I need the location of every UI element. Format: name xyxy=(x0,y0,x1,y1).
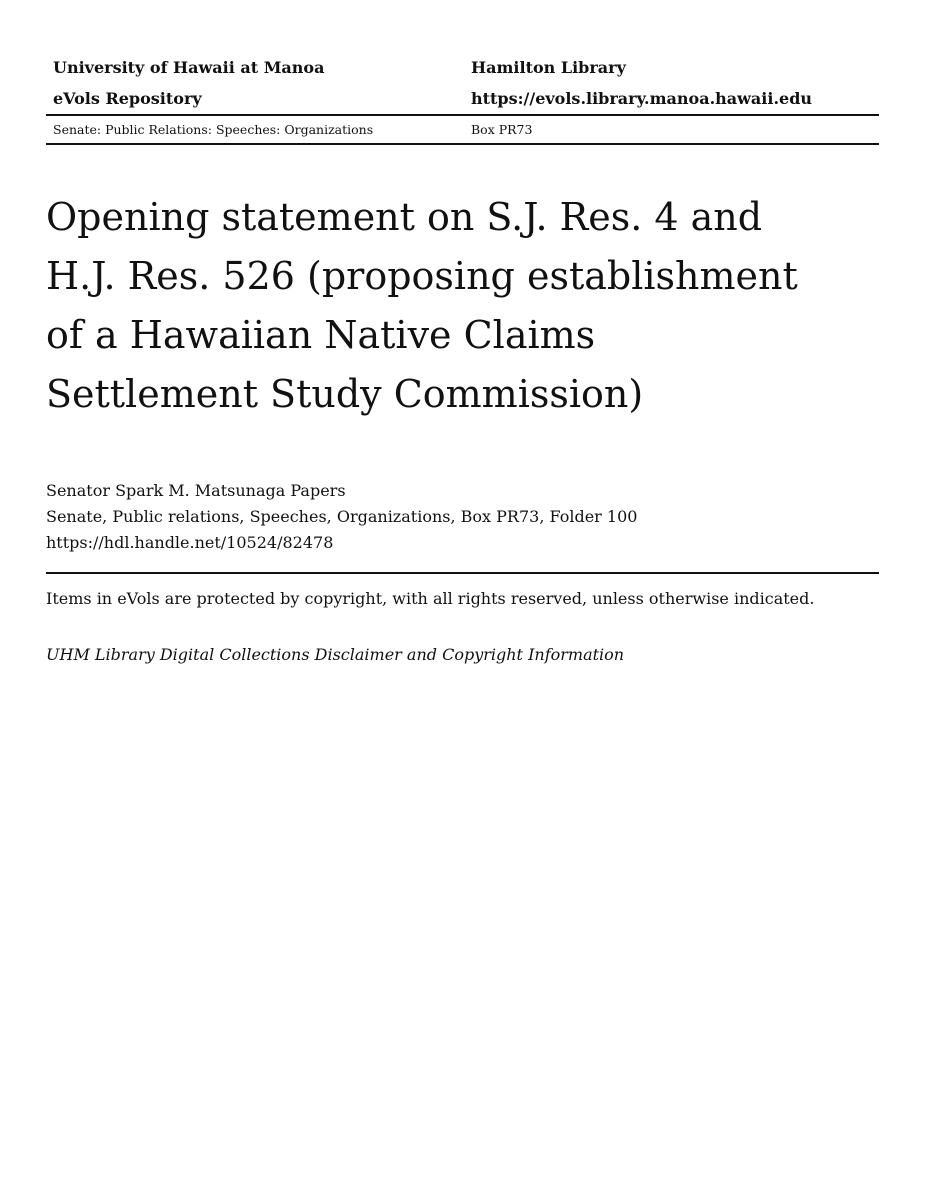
repository-url[interactable]: https://evols.library.manoa.hawaii.edu xyxy=(471,89,813,108)
collection-path: Senate: Public Relations: Speeches: Organizations xyxy=(53,122,374,137)
document-title: Opening statement on S.J. Res. 4 and H.J. Res. 526 (proposing establishment of a Hawaiian Native Claims Settlement Study Commission) xyxy=(46,195,798,416)
repository-name: eVols Repository xyxy=(53,89,202,108)
collection-row xyxy=(46,116,879,143)
collection-divider xyxy=(46,143,879,145)
footer-divider xyxy=(46,572,879,574)
copyright-notice: Items in eVols are protected by copyright, with all rights reserved, unless otherwise indicated. xyxy=(46,589,815,608)
handle-link[interactable]: https://hdl.handle.net/10524/82478 xyxy=(46,533,334,552)
box-number: Box PR73 xyxy=(471,122,533,137)
header-grid xyxy=(46,52,879,114)
document-metadata xyxy=(46,478,637,556)
institution-name: University of Hawaii at Manoa xyxy=(53,58,325,77)
collection-name: Senator Spark M. Matsunaga Papers xyxy=(46,481,346,500)
folder-location: Senate, Public relations, Speeches, Organizations, Box PR73, Folder 100 xyxy=(46,507,638,526)
document-header xyxy=(46,52,879,145)
disclaimer-link[interactable]: UHM Library Digital Collections Disclaimer and Copyright Information xyxy=(46,645,625,664)
library-name: Hamilton Library xyxy=(471,58,626,77)
